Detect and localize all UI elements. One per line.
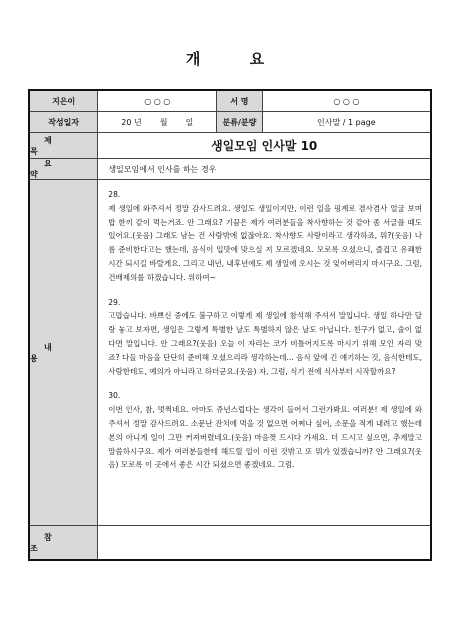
author-value: ○ ○ ○ (98, 91, 217, 111)
paragraph (108, 188, 422, 285)
date-value (98, 112, 217, 132)
author-row (30, 91, 430, 112)
summary-value: 생일모임에서 인사를 하는 경우 (98, 159, 430, 179)
date-label: 작성일자 (30, 112, 98, 132)
date-row (30, 112, 430, 133)
date-year: 20 년 (121, 117, 142, 127)
content-row (30, 180, 430, 526)
summary-label: 요 약 (30, 159, 98, 179)
author-label: 지은이 (30, 91, 98, 111)
date-month: 월 (159, 117, 168, 127)
paragraph (108, 296, 422, 379)
date-day: 일 (185, 117, 194, 127)
document-title: 개 요 (185, 50, 287, 68)
paragraph-text: 제 생일에 와주셔서 정말 감사드려요. 생일도 생일이지만, 이런 일을 핑계로 겸사겸사 얼굴 보며 밥 한끼 같이 먹는거죠. 안 그래요? 기끔은 제가 여러분들을 착사향하는 것 같아 좀 서글플 때도 있어요.(웃음) 그래도 남는 건 사람밖에 없잖아요. 착사향도 사랑이라고 생각하죠, 뭐?(웃음) 나름 준비한다고는 했는데, 음식이 입맛에 맞으실 지 모르겠네요. 모로록 오셨으니, 즐겁고 유쾌한 시간 되시길 바랄게요. 그리고 내년, 내후년에도 제 생일에 오시는 것 잊어버리지 마시구요. 그럼, 건배제의를 하겠습니다. 위하여~ (108, 203, 422, 282)
category-label: 분류/분량 (217, 112, 263, 132)
paragraph-number: 28. (108, 190, 121, 199)
signature-label: 서 명 (217, 91, 263, 111)
paragraph-text: 이번 인사, 참, 멋쩍네요. 아마도 쥬년스럽다는 생각이 들어서 그런가봐요. 여러분! 제 생일에 와주셔서 정말 감사드려요. 소문난 잔치에 먹을 것 없으면 어쩌나 싶어, 소문을 적게 내려고 했는데 본의 아니게 일이 그만 커져버렸네요.(웃음) 마음껏 드시다 가세요. 더 드시고 싶으면, 추계말고 말씀하시구요. 제가 여러분들한테 해드릴 일이 이런 것밖고 또 뭐가 있겠습니까? 안 그래요?(웃음) 모로록 이 곳에서 좋은 시간 되셨으면 좋겠네요. 그럼. (108, 405, 422, 470)
category-value: 인사말 / 1 page (263, 112, 430, 132)
paragraph (108, 389, 422, 472)
reference-label: 참 조 (30, 526, 98, 559)
signature-value: ○ ○ ○ (263, 91, 430, 111)
subject-label: 제 목 (30, 133, 98, 158)
reference-value (98, 526, 430, 559)
subject-value: 생일모임 인사말 10 (98, 133, 430, 158)
overview-form (28, 89, 432, 561)
reference-row (30, 526, 430, 559)
content-body (98, 180, 430, 525)
content-label: 내 용 (30, 180, 98, 525)
paragraph-text: 고맙습니다. 바쁘신 중에도 불구하고 이렇게 제 생일에 참석해 주셔서 말입니다. 생일 하나만 달랑 놓고 보자면, 생일은 그렇게 특별한 날도 특별하지 않은 날도 아닙니다. 친구가 없고, 술이 없다면 말입니다. 안 그래요?(웃음) 오늘 이 자리는 코가 비틀어지도록 마시기 위해 모인 자리 맞죠? 다들 마음을 단단히 준비해 오셨으리라 생각하는데... 음식 앞에 긴 얘기하는 것, 음식한테도, 사람한테도, 예의가 아니라고 하더군요.(웃음) 자, 그럼, 식기 전에 식사부터 시작할까요? (108, 311, 422, 376)
paragraph-number: 30. (108, 391, 121, 401)
paragraph-number: 29. (108, 297, 121, 307)
summary-row (30, 159, 430, 180)
subject-row (30, 133, 430, 159)
